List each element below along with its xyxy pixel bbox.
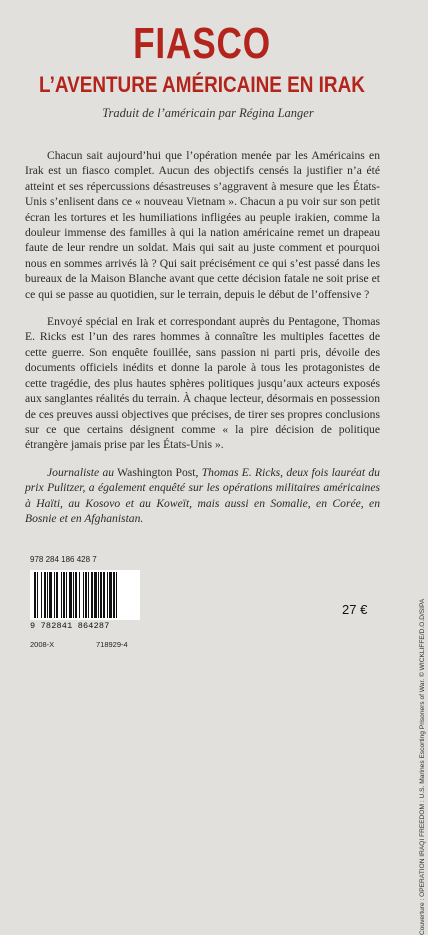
- barcode-bar: [54, 572, 55, 618]
- book-subtitle: L’AVENTURE AMÉRICAINE EN IRAK: [39, 72, 365, 97]
- isbn-label: 978 284 186 428 7: [30, 555, 97, 564]
- author-bio-rest: Thomas E. Ricks, deux fois lauréat du prix Pulitzer, a également enquêté sur les opérations militaires américaines à Haïti, au Kosovo et au Koweït, mais aussi en Somalie, en Corée, en Bosnie et en Afghanistan.: [25, 465, 380, 525]
- barcode-bar: [91, 572, 93, 618]
- blurb-paragraph-2: Envoyé spécial en Irak et correspondant auprès du Pentagone, Thomas E. Ricks est l’un des rares hommes à connaître les multiples facettes de cette guerre. Son enquête fouillée, sans passion ni parti pris, dévoile des documents officiels inédits et donne la parole à tous les protagonistes de cette tragédie, des plus hautes sphères politiques jusqu’aux acteurs exposés aux sanglantes réalités du terrain. À chaque lecteur, désormais en possession de ces preuves aussi objectives que précises, de tirer ses propres conclusions sur ce que certains désignent comme « la pire décision de politique étrangère jamais prise par les États-Unis ».: [25, 315, 380, 452]
- barcode-bar: [73, 572, 74, 618]
- internal-code-right: 718929-4: [96, 640, 128, 649]
- barcode-bar: [116, 572, 117, 618]
- barcode-bar: [83, 572, 84, 618]
- barcode-bars-icon: [30, 570, 140, 620]
- barcode-bar: [75, 572, 77, 618]
- barcode-bar: [47, 572, 48, 618]
- barcode-bar: [113, 572, 115, 618]
- barcode-bar: [63, 572, 65, 618]
- author-bio: [25, 465, 380, 527]
- barcode-digits: 9 782841 864287: [30, 621, 110, 631]
- author-bio-start: Journaliste au: [47, 465, 115, 479]
- price: 27 €: [342, 602, 368, 617]
- barcode-bar: [66, 572, 67, 618]
- barcode-bar: [37, 572, 38, 618]
- barcode-bar: [85, 572, 87, 618]
- barcode-bar: [44, 572, 46, 618]
- barcode: [30, 570, 140, 620]
- barcode-bar: [88, 572, 89, 618]
- barcode-bar: [94, 572, 97, 618]
- barcode-bar: [61, 572, 62, 618]
- translator-credit: Traduit de l’américain par Régina Langer: [102, 106, 314, 120]
- barcode-bar: [100, 572, 102, 618]
- blurb: [25, 148, 380, 538]
- newspaper-name: Washington Post,: [114, 465, 202, 479]
- barcode-bar: [56, 572, 58, 618]
- barcode-bar: [79, 572, 80, 618]
- barcode-bar: [103, 572, 105, 618]
- cover-photo-credit: Couverture : OPERATION IRAQI FREEDOM : U.S. Marines Escorting Prisoners of War. © WICKLIFFE/D.O.D/SIPA: [419, 598, 426, 935]
- barcode-bar: [98, 572, 99, 618]
- blurb-paragraph-1: Chacun sait aujourd’hui que l’opération menée par les Américains en Irak est un fiasco complet. Aucun des objectifs censés la justifier n’a été atteint et ses répercussions désastreuses s’aggravent à mesure que les États-Unis s’enlisent dans ce « nouveau Vietnam ». Chacun a pu voir sur son petit écran les tortures et les humiliations infligées au peuple irakien, comme la douleur immense des familles à qui la nation américaine remet un drapeau faute de leur rendre un soldat. Mais qui sait au juste comment et pourquoi nous en sommes arrivés là ? Qui sait précisément ce qui s’est passé dans les bureaux de la Maison Blanche avant que cette décision fatale ne soit prise et ce qui se passe au quotidien, sur le terrain, depuis le début de l’offensive ?: [25, 149, 380, 301]
- barcode-bar: [34, 572, 36, 618]
- barcode-bar: [107, 572, 108, 618]
- barcode-bar: [49, 572, 52, 618]
- barcode-bar: [41, 572, 42, 618]
- book-title: FIASCO: [133, 19, 271, 68]
- internal-code-left: 2008-X: [30, 640, 55, 649]
- barcode-bar: [109, 572, 112, 618]
- barcode-bar: [69, 572, 72, 618]
